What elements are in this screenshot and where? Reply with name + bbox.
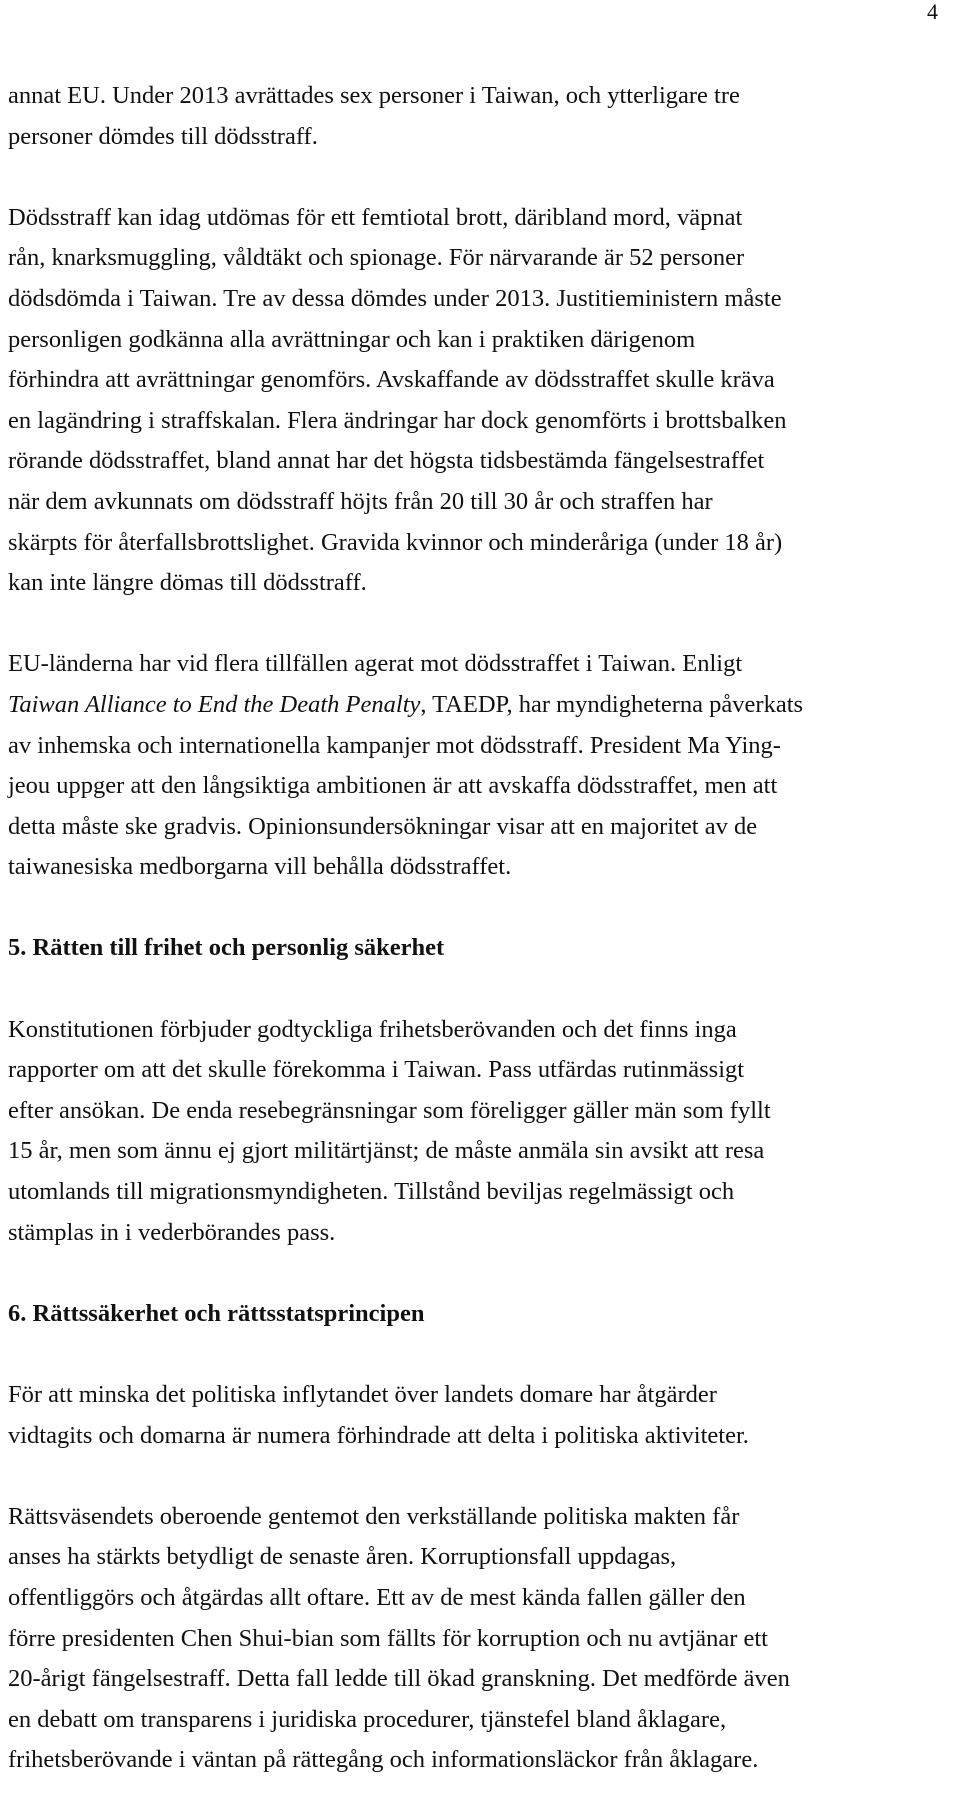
- paragraph-gap: [8, 888, 958, 929]
- paragraph-eu-actions: [8, 644, 958, 888]
- text-line: en lagändring i straffskalan. Flera ändringar har dock genomförts i brottsbalken: [8, 406, 787, 434]
- paragraph-gap: [8, 969, 958, 1010]
- text-line: 20-årigt fängelsestraff. Detta fall ledde till ökad granskning. Det medförde även: [8, 1665, 790, 1693]
- text-line-mixed: [8, 685, 958, 726]
- document-body: [8, 76, 958, 1781]
- paragraph-judges: [8, 1375, 958, 1456]
- paragraph-gap: [8, 604, 958, 645]
- text-line: jeou uppger att den långsiktiga ambitionen är att avskaffa dödsstraffet, men att: [8, 772, 778, 800]
- text-line: kan inte längre dömas till dödsstraff.: [8, 569, 367, 597]
- text-line: personligen godkänna alla avrättningar och kan i praktiken därigenom: [8, 325, 696, 353]
- text-line: stämplas in i vederbörandes pass.: [8, 1218, 336, 1246]
- text-line: rån, knarksmuggling, våldtäkt och spionage. För närvarande är 52 personer: [8, 244, 745, 272]
- text-line: rapporter om att det skulle förekomma i Taiwan. Pass utfärdas rutinmässigt: [8, 1056, 745, 1084]
- text-line: rörande dödsstraffet, bland annat har det högsta tidsbestämda fängelsestraffet: [8, 447, 765, 475]
- paragraph-gap: [8, 157, 958, 198]
- text-line: offentliggörs och åtgärdas allt oftare. Ett av de mest kända fallen gäller den: [8, 1583, 746, 1611]
- text-line-rest: , TAEDP, har myndigheterna påverkats: [420, 690, 804, 718]
- paragraph-gap: [8, 1456, 958, 1497]
- text-line: personer dömdes till dödsstraff.: [8, 122, 318, 150]
- text-line: av inhemska och internationella kampanjer mot dödsstraff. President Ma Ying-: [8, 731, 781, 759]
- text-line: när dem avkunnats om dödsstraff höjts från 20 till 30 år och straffen har: [8, 487, 713, 515]
- paragraph-death-penalty-crimes: [8, 198, 958, 604]
- text-line: Rättsväsendets oberoende gentemot den verkställande politiska makten får: [8, 1502, 740, 1530]
- text-line: EU-länderna har vid flera tillfällen agerat mot dödsstraffet i Taiwan. Enligt: [8, 650, 743, 678]
- text-line: annat EU. Under 2013 avrättades sex personer i Taiwan, och ytterligare tre: [8, 82, 740, 109]
- paragraph-gap: [8, 1334, 958, 1375]
- text-line: efter ansökan. De enda resebegränsningar som föreligger gäller män som fyllt: [8, 1096, 771, 1124]
- text-line: detta måste ske gradvis. Opinionsundersökningar visar att en majoritet av de: [8, 812, 758, 840]
- paragraph-eu-executions: [8, 76, 958, 157]
- text-line: frihetsberövande i väntan på rättegång och informationsläckor från åklagare.: [8, 1746, 759, 1774]
- text-line: taiwanesiska medborgarna vill behålla dödsstraffet.: [8, 853, 512, 881]
- text-line: förhindra att avrättningar genomförs. Avskaffande av dödsstraffet skulle kräva: [8, 366, 775, 394]
- section-heading-5: 5. Rätten till frihet och personlig säkerhet: [8, 934, 445, 962]
- paragraph-freedom: [8, 1010, 958, 1254]
- text-line: Konstitutionen förbjuder godtyckliga frihetsberövanden och det finns inga: [8, 1015, 737, 1043]
- text-line: en debatt om transparens i juridiska procedurer, tjänstefel bland åklagare,: [8, 1705, 727, 1733]
- text-line: Dödsstraff kan idag utdömas för ett femtiotal brott, däribland mord, väpnat: [8, 203, 743, 231]
- text-line: vidtagits och domarna är numera förhindrade att delta i politiska aktiviteter.: [8, 1421, 749, 1449]
- paragraph-gap: [8, 1253, 958, 1294]
- section-heading-6: 6. Rättssäkerhet och rättsstatsprincipen: [8, 1299, 425, 1327]
- organization-name-italic: Taiwan Alliance to End the Death Penalty: [8, 690, 421, 718]
- text-line: utomlands till migrationsmyndigheten. Tillstånd beviljas regelmässigt och: [8, 1178, 735, 1206]
- text-line: För att minska det politiska inflytandet över landets domare har åtgärder: [8, 1381, 717, 1408]
- paragraph-judiciary-independence: [8, 1497, 958, 1781]
- text-line: skärpts för återfallsbrottslighet. Gravida kvinnor och minderåriga (under 18 år): [8, 528, 783, 556]
- text-line: dödsdömda i Taiwan. Tre av dessa dömdes under 2013. Justitieministern måste: [8, 284, 782, 312]
- page-number: 4: [927, 0, 938, 24]
- text-line: 15 år, men som ännu ej gjort militärtjänst; de måste anmäla sin avsikt att resa: [8, 1137, 765, 1165]
- text-line: anses ha stärkts betydligt de senaste åren. Korruptionsfall uppdagas,: [8, 1543, 677, 1571]
- text-line: förre presidenten Chen Shui-bian som fällts för korruption och nu avtjänar ett: [8, 1624, 768, 1652]
